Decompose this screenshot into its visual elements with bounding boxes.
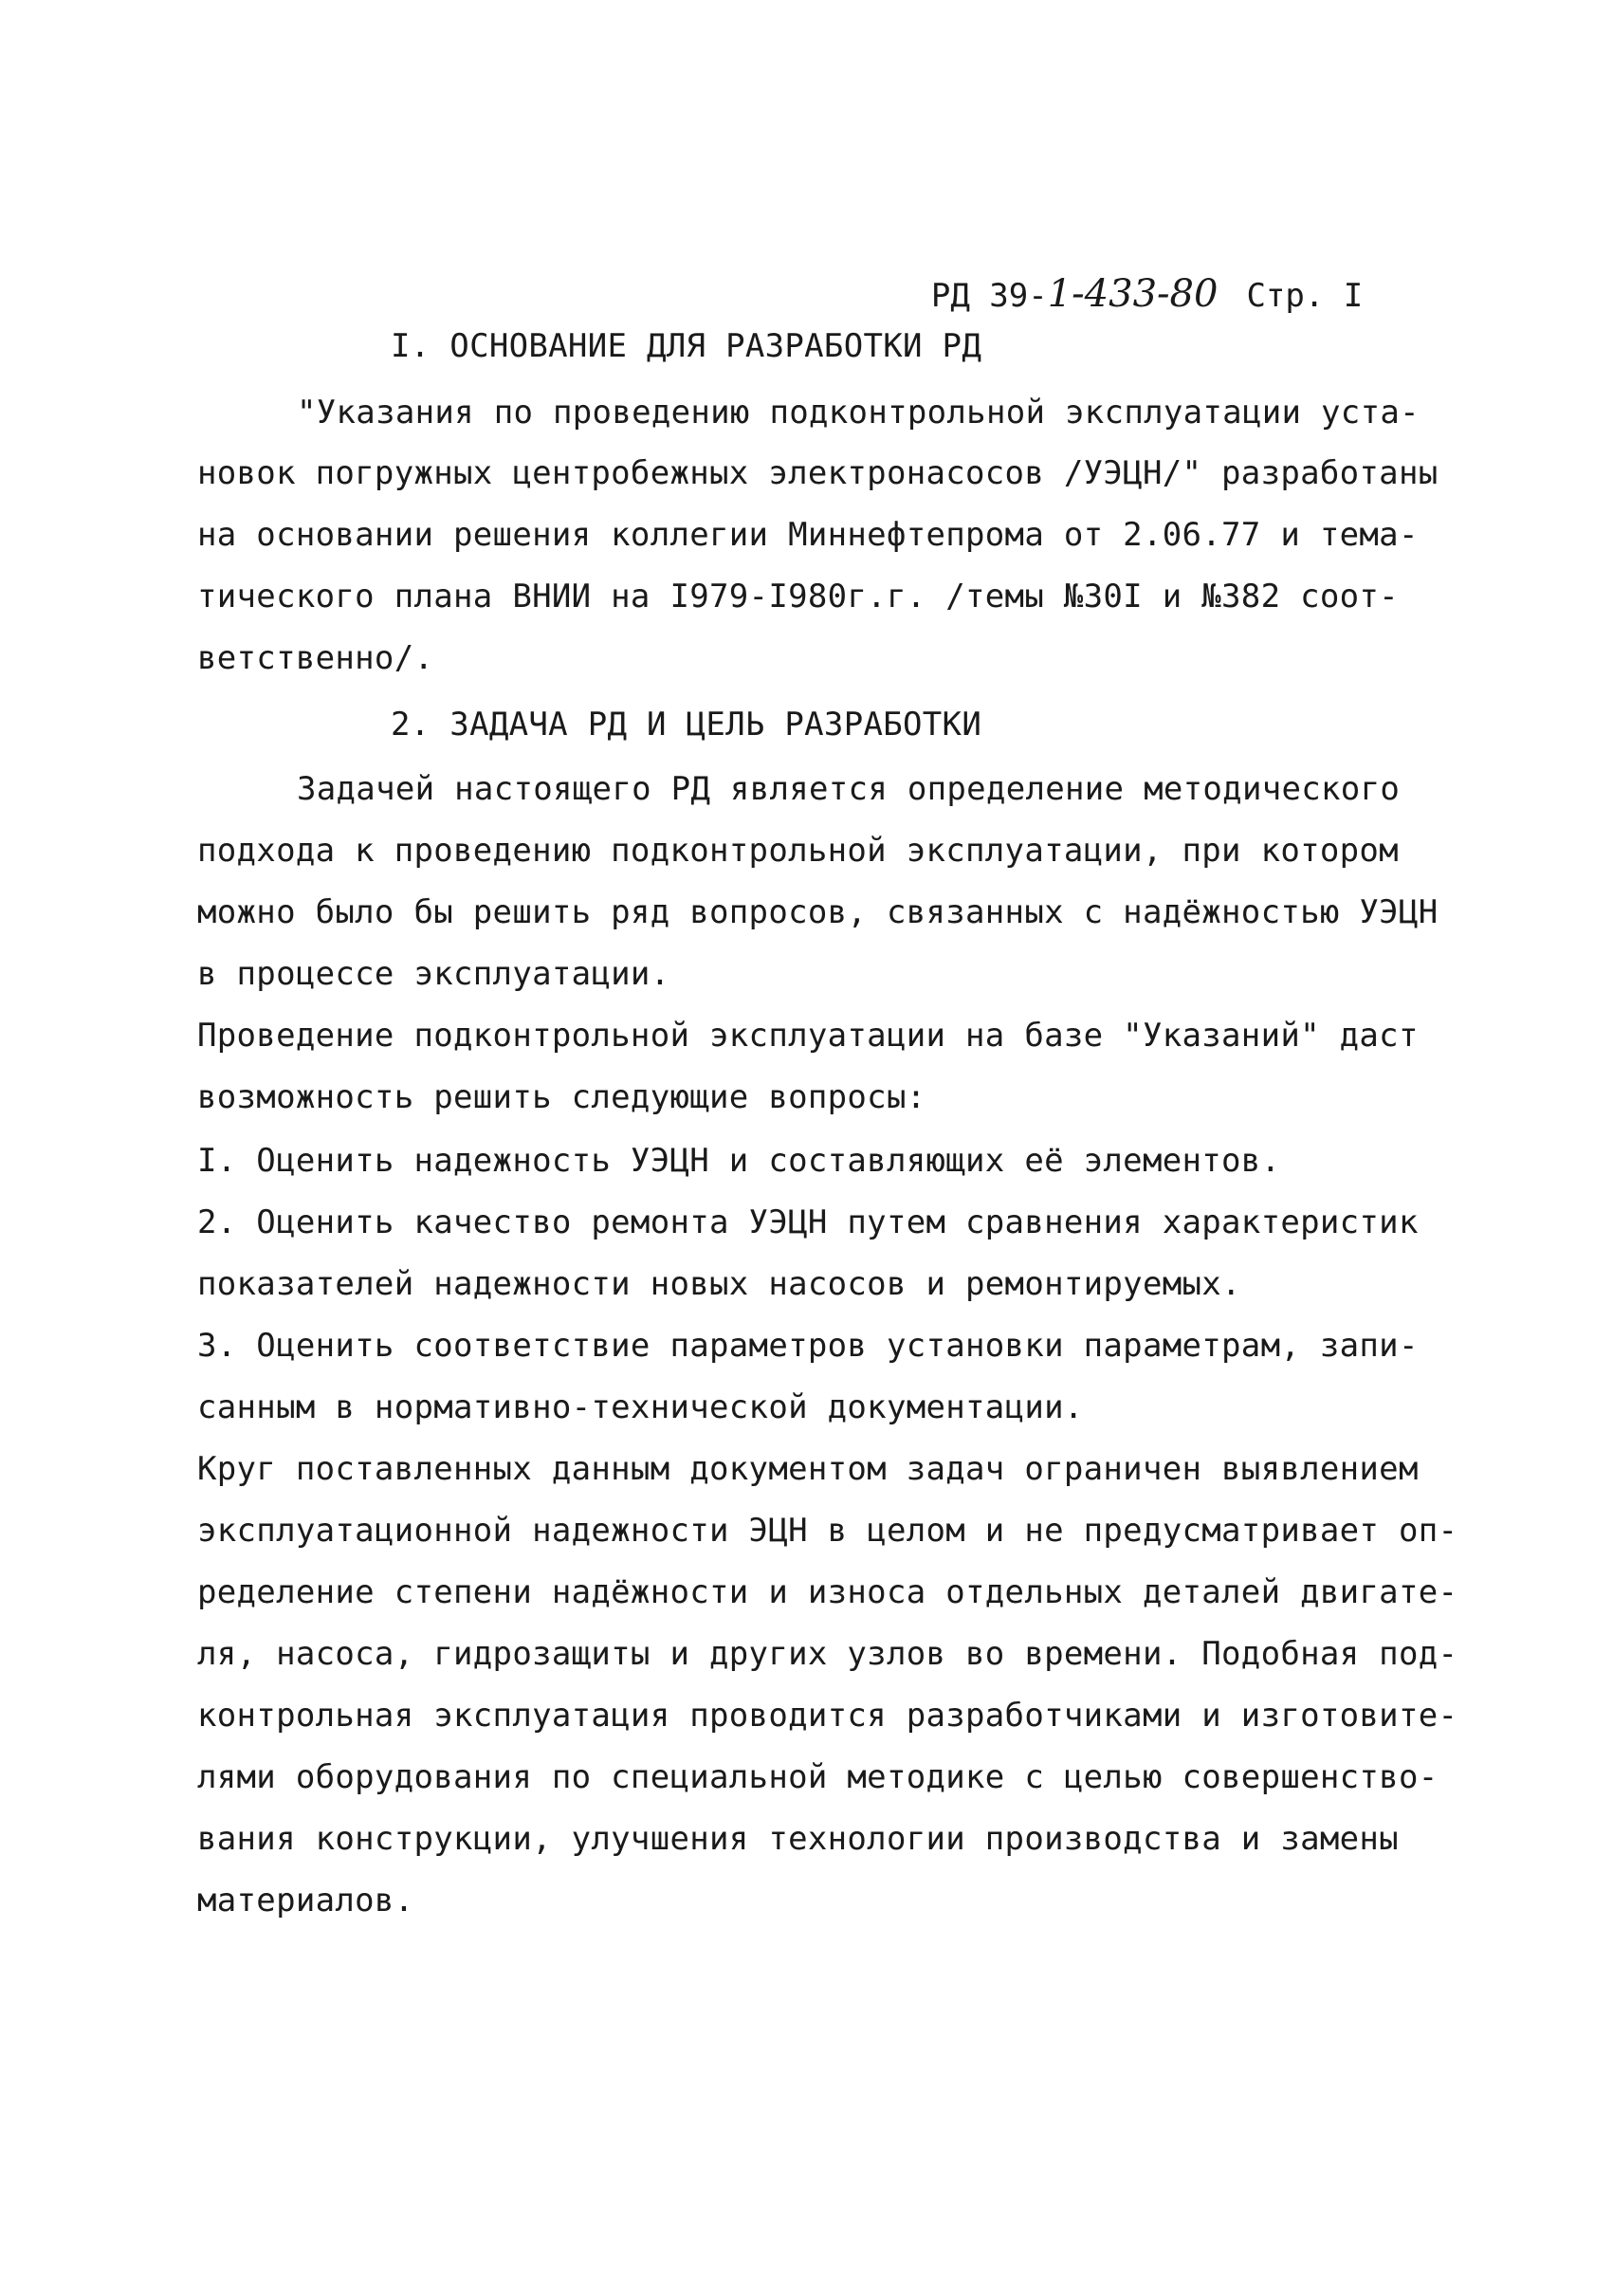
section2-line: вания конструкции, улучшения технологии производства и замены	[197, 1820, 1399, 1858]
section2-line: эксплуатационной надежности ЭЦН в целом и не предусматривает оп-	[197, 1512, 1458, 1550]
section2-line: ределение степени надёжности и износа отдельных деталей двигате-	[197, 1573, 1458, 1611]
section2-line: Проведение подконтрольной эксплуатации на базе "Указаний" даст	[197, 1017, 1419, 1055]
section2-line: Задачей настоящего РД является определение методического	[297, 770, 1401, 808]
section2-line: подхода к проведению подконтрольной эксплуатации, при котором	[197, 832, 1399, 870]
section2-line: Круг поставленных данным документом задач ограничен выявлением	[197, 1450, 1419, 1488]
section2-line: возможность решить следующие вопросы:	[197, 1078, 926, 1116]
section2-list-item: I. Оценить надежность УЭЦН и составляющих её элементов.	[197, 1142, 1281, 1180]
section2-list-item: 2. Оценить качество ремонта УЭЦН путем сравнения характеристик	[197, 1203, 1419, 1241]
section2-line: лями оборудования по специальной методике с целью совершенство-	[197, 1758, 1439, 1796]
section1-line: "Указания по проведению подконтрольной эксплуатации уста-	[297, 394, 1420, 432]
section1-line: ветственно/.	[197, 639, 434, 677]
section2-title: 2. ЗАДАЧА РД И ЦЕЛЬ РАЗРАБОТКИ	[391, 706, 982, 744]
section1-line: тического плана ВНИИ на I979-I980г.г. /темы №30I и №382 соот-	[197, 578, 1399, 615]
section1-line: новок погружных центробежных электронасосов /УЭЦН/" разработаны	[197, 454, 1439, 492]
page-number: Стр. I	[1246, 277, 1364, 315]
section2-line: материалов.	[197, 1882, 414, 1919]
section2-line: ля, насоса, гидрозащиты и других узлов во времени. Подобная под-	[197, 1635, 1458, 1673]
section2-line: можно было бы решить ряд вопросов, связанных с надёжностью УЭЦН	[197, 893, 1439, 931]
section2-line: показателей надежности новых насосов и ремонтируемых.	[197, 1265, 1241, 1303]
section1-title: I. ОСНОВАНИЕ ДЛЯ РАЗРАБОТКИ РД	[391, 327, 982, 365]
section2-line: контрольная эксплуатация проводится разработчиками и изготовите-	[197, 1697, 1458, 1735]
section2-line: в процессе эксплуатации.	[197, 955, 670, 993]
section1-line: на основании решения коллегии Миннефтепрома от 2.06.77 и тема-	[197, 516, 1419, 554]
section2-list-item: 3. Оценить соответствие параметров установки параметрам, запи-	[197, 1327, 1419, 1365]
document-code-prefix: РД 39-	[930, 277, 1048, 315]
section2-line: санным в нормативно-технической документации.	[197, 1388, 1084, 1426]
document-code-handwritten: 1-433-80	[1047, 272, 1219, 316]
